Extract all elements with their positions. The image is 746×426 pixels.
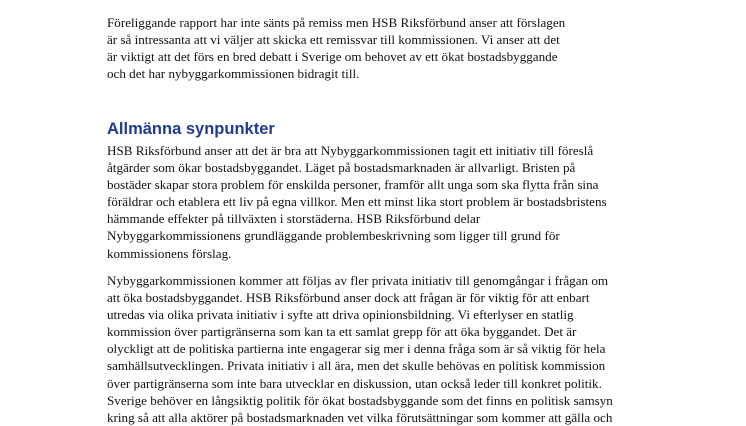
text-line: är viktigt att det förs en bred debatt i Sverige om behovet av ett ökat bostadsbyggande <box>107 49 558 65</box>
paragraph-commission <box>107 272 667 426</box>
text-line: över partigränserna som inte bara utvecklar en diskussion, utan också leder till konkret politik. <box>107 375 602 391</box>
text-line: kommissionens förslag. <box>107 245 232 261</box>
text-line: Sverige behöver en långsiktig politik för ökat bostadsbyggande som det finns en politisk samsyn <box>107 392 613 408</box>
text-line: samhällsutvecklingen. Privata initiativ i all ära, men det skulle behövas en politisk kommission <box>107 358 606 374</box>
text-line: åtgärder som ökar bostadsbyggandet. Läget på bostadsmarknaden är allvarligt. Bristen på <box>107 160 576 176</box>
text-line: kommission över partigränserna som kan ta ett samlat grepp för att öka byggandet. Det är <box>107 324 577 340</box>
text-line: Föreliggande rapport har inte sänts på remiss men HSB Riksförbund anser att förslagen <box>107 15 566 30</box>
text-line: Nybyggarkommissionen kommer att följas av fler privata initiativ till genomgångar i frågan om <box>107 273 609 288</box>
text-line: olyckligt att de politiska partierna inte engagerar sig mer i denna fråga som är så viktig för hela <box>107 341 606 357</box>
text-line: kring så att alla aktörer på bostadsmarknaden vet vilka förutsättningar som kommer att gälla och <box>107 409 613 425</box>
text-line: Nybyggarkommissionens grundläggande problembeskrivning som ligger till grund för <box>107 228 560 244</box>
text-line: HSB Riksförbund anser att det är bra att Nybyggarkommissionen tagit ett initiativ till föreslå <box>107 143 594 158</box>
text-line: och det har nybyggarkommissionen bidragit till. <box>107 66 360 82</box>
text-line: är så intressanta att vi väljer att skicka ett remissvar till kommissionen. Vi anser att det <box>107 32 560 48</box>
intro-paragraph <box>107 14 667 82</box>
text-line: hämmande effekter på tillväxten i storstäderna. HSB Riksförbund delar <box>107 211 481 227</box>
text-line: utredas via olika privata initiativ i syfte att driva opinionsbildning. Vi efterlyser en statlig <box>107 307 574 323</box>
paragraph-general-views <box>107 142 667 262</box>
text-line: att öka bostadsbyggandet. HSB Riksförbund anser dock att frågan är för viktig för att enbart <box>107 290 590 306</box>
text-line: bostäder skapar stora problem för enskilda personer, framför allt unga som ska flytta från sina <box>107 177 599 193</box>
section-heading: Allmänna synpunkter <box>107 120 275 138</box>
text-line: föräldrar och etablera ett liv på egna villkor. Men ett minst lika stort problem är bostadsbristens <box>107 194 607 210</box>
